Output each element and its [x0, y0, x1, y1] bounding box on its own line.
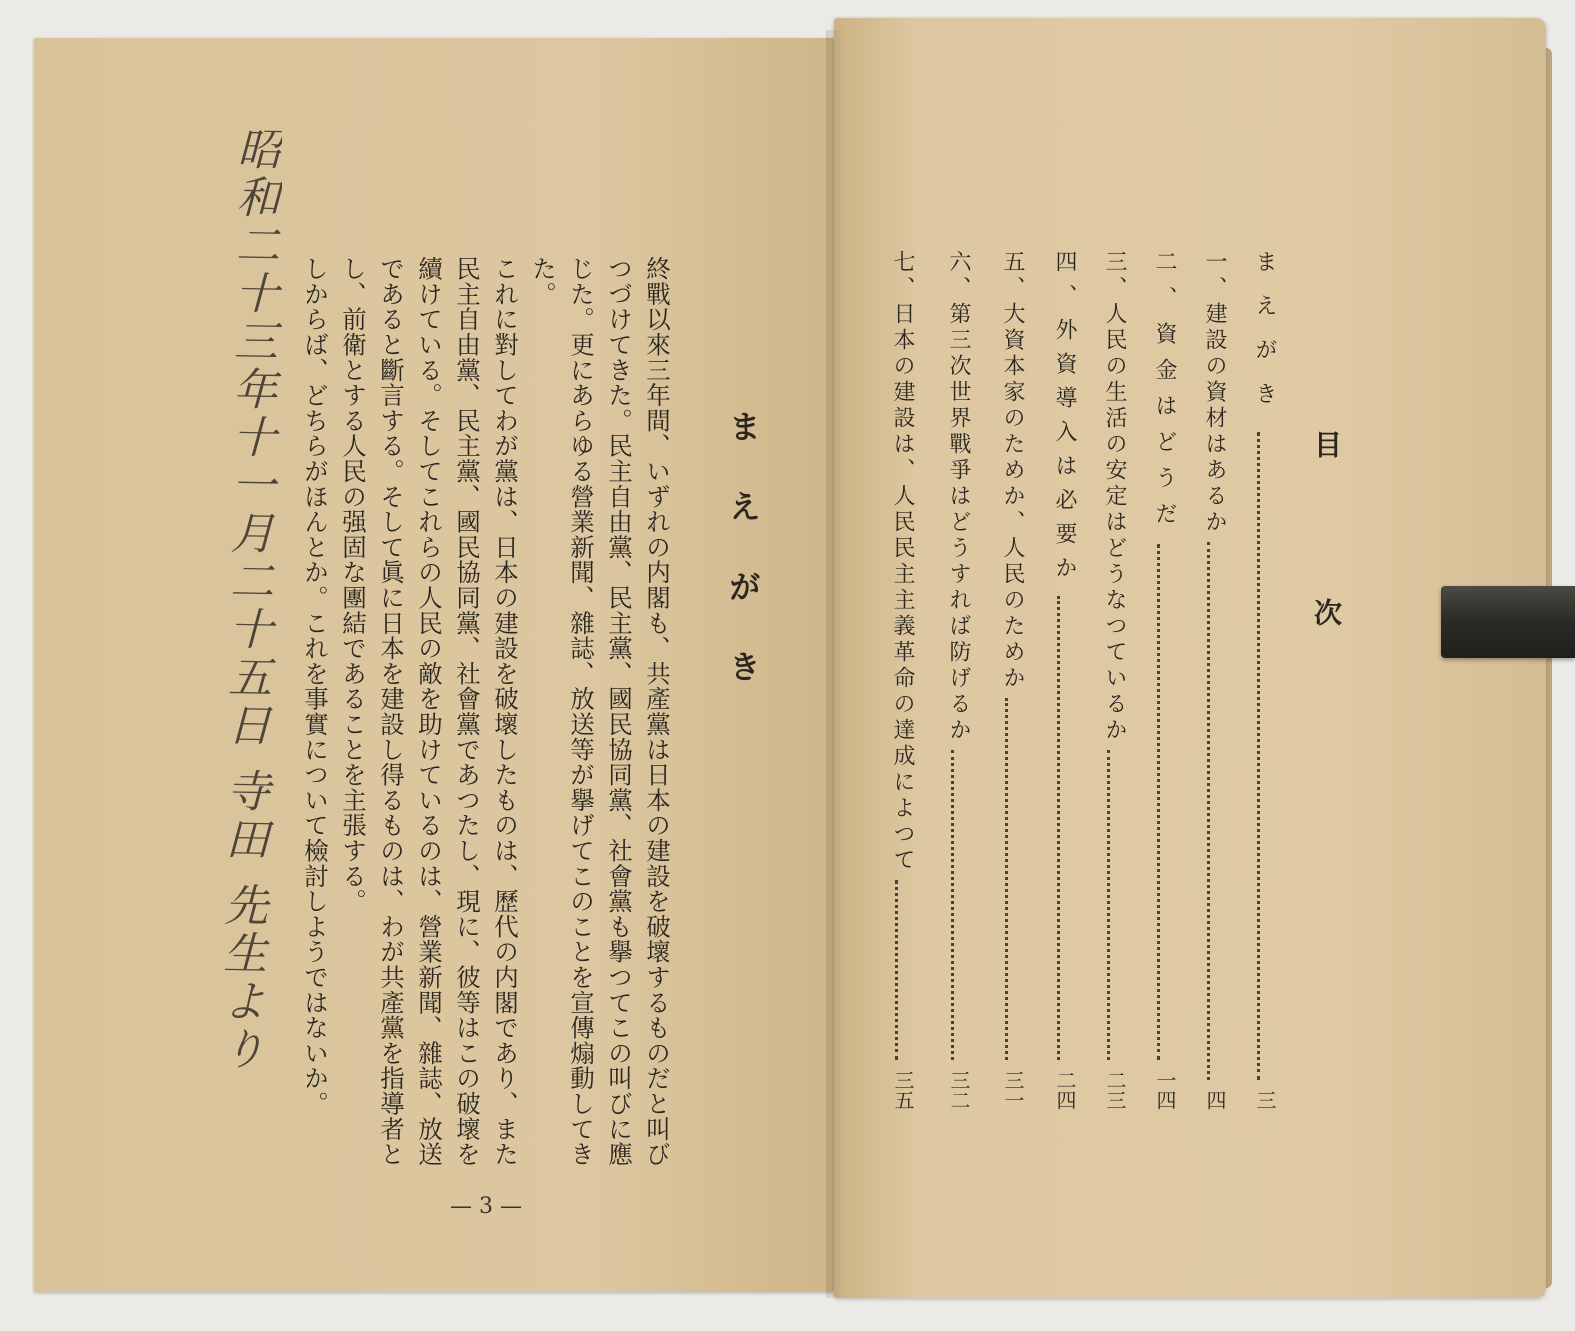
preface-body [301, 256, 676, 1186]
toc-item-label: 四、外資導入は必要か [1052, 250, 1077, 590]
toc-item-page: 三二 [947, 1070, 971, 1110]
toc-item-label: 二、資金はどうだ [1152, 250, 1177, 538]
toc-item [874, 250, 918, 1110]
toc-item [930, 250, 974, 1110]
page-number: — 3 — [450, 1194, 522, 1219]
toc-item-label: 一、建設の資材はあるか [1202, 250, 1227, 536]
toc-title: 目次 [1310, 430, 1343, 766]
binder-clip [1441, 586, 1575, 658]
toc-leader-dots [1257, 432, 1260, 1080]
preface-paragraph: 終戰以來三年間、いずれの内閣も、共產黨は日本の建設を破壞するものだと叫びつづけてきた。民主自由黨、民主黨、國民協同黨、社會黨も擧つてこの叫びに應じた。更にあらゆる營業新聞、雜誌、放送等が擧げてこのことを宣傳煽動してきた。 [529, 256, 672, 1167]
toc-item-label: 七、日本の建設は、人民民主主義革命の達成によつて [890, 250, 915, 874]
toc-item-page: 三一 [1001, 1070, 1025, 1110]
toc-leader-dots [951, 750, 954, 1060]
toc-item [1236, 250, 1280, 1110]
toc-item [1086, 250, 1130, 1110]
book-gutter [826, 30, 844, 1298]
toc-leader-dots [895, 880, 898, 1060]
toc-item-page: 三 [1253, 1090, 1277, 1110]
toc-item-page: 三五 [891, 1070, 915, 1110]
toc-item-page: 二三 [1103, 1070, 1127, 1110]
toc-item-label: まえがき [1252, 250, 1277, 426]
toc-item-page: 四 [1203, 1090, 1227, 1110]
toc-leader-dots [1057, 596, 1060, 1060]
toc-item [1186, 250, 1230, 1110]
toc-item [984, 250, 1028, 1110]
toc-item [1036, 250, 1080, 1110]
preface-paragraph: しからば、どちらがほんとか。これを事實について檢討しようではないか。 [301, 256, 330, 1117]
toc-item-label: 三、人民の生活の安定はどうなつているか [1102, 250, 1127, 744]
toc-item-label: 六、第三次世界戰爭はどうすれば防げるか [946, 250, 971, 744]
preface-heading: まえがき [724, 410, 762, 730]
toc-item-label: 五、大資本家のためか、人民のためか [1000, 250, 1025, 692]
toc-leader-dots [1005, 698, 1008, 1060]
toc-leader-dots [1157, 544, 1160, 1060]
preface-paragraph: これに對してわが黨は、日本の建設を破壞したものは、歷代の内閣であり、また民主自由黨、民主黨、國民協同黨、社會黨であつたし、現に、彼等はこの破壞を續けている。そしてこれらの人民の敵を助けているのは、營業新聞、雜誌、放送であると斷言する。そして眞に日本を建設し得るものは、わが共產黨を指導者とし、前衛とする人民の强固な團結であることを主張する。 [339, 256, 520, 1167]
toc-item-page: 二四 [1053, 1070, 1077, 1110]
toc-item [1136, 250, 1180, 1110]
toc-leader-dots [1207, 542, 1210, 1080]
toc-item-page: 一四 [1153, 1070, 1177, 1110]
toc-leader-dots [1107, 750, 1110, 1060]
handwritten-inscription: 昭和二十三年十一月二十五日 寺田 先生より [213, 125, 281, 1075]
